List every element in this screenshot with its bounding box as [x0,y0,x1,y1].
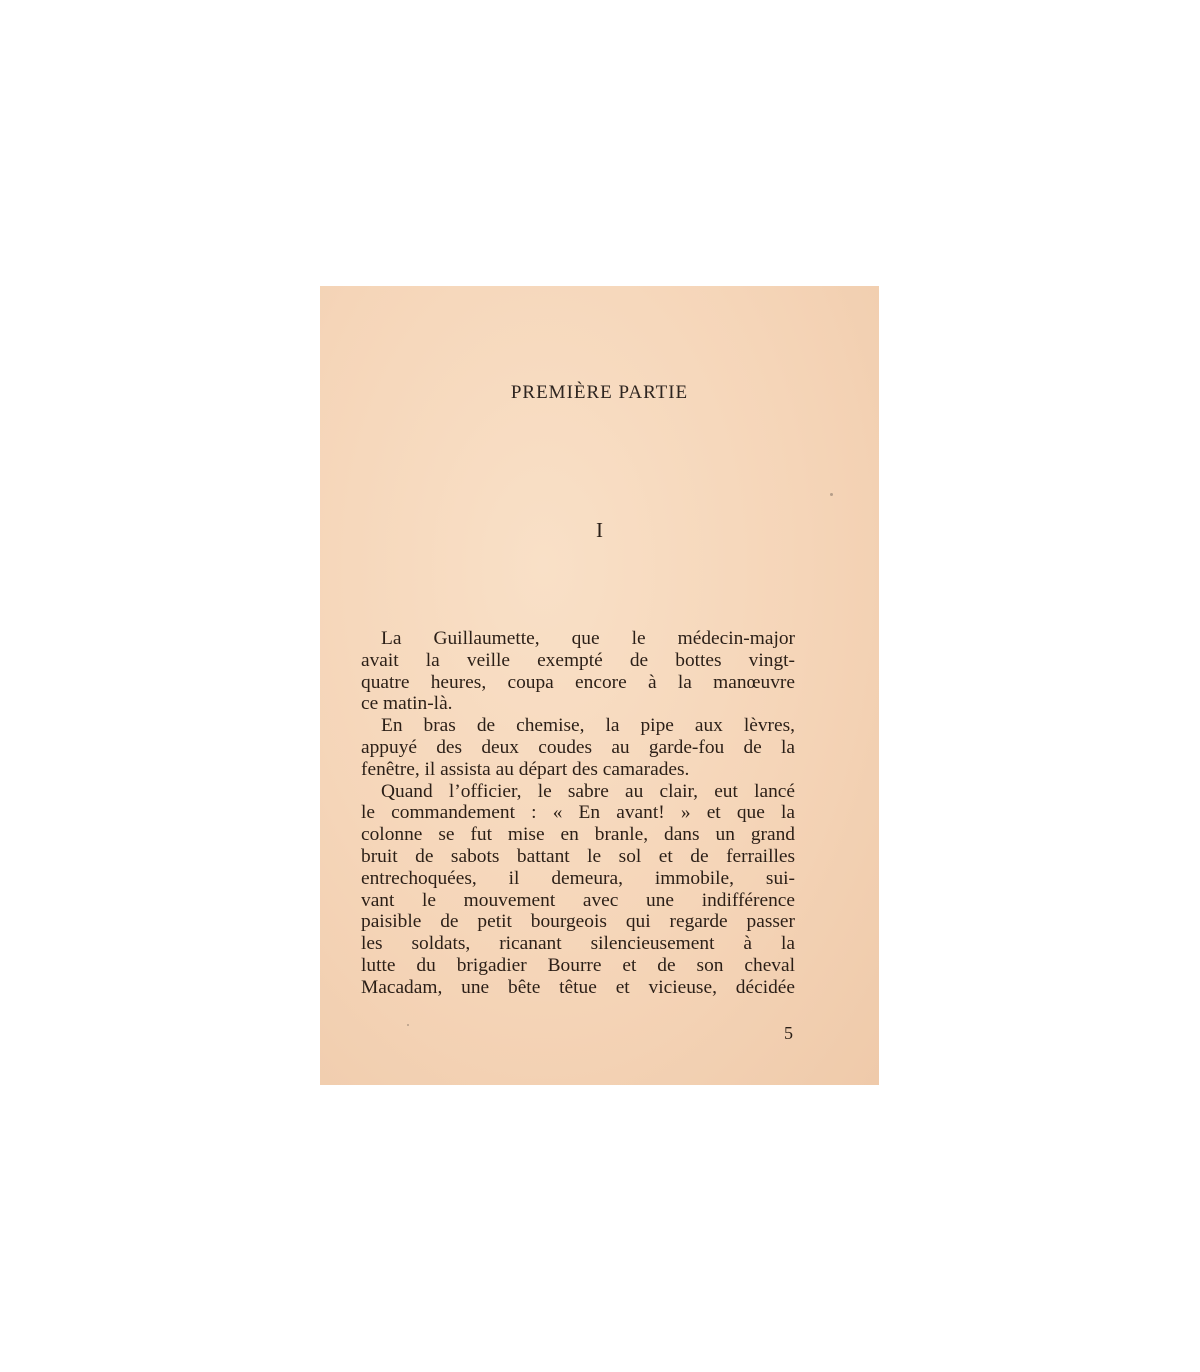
part-title: PREMIÈRE PARTIE [510,382,689,403]
text-line: ce matin-là. [361,693,453,715]
book-page [320,286,879,1085]
text-line: appuyé des deux coudes au garde-fou de la [361,736,795,758]
text-line: entrechoquées, il demeura, immobile, sui- [361,867,795,889]
text-line: Macadam, une bête têtue et vicieuse, décidée [361,976,795,998]
text-line: vant le mouvement avec une indifférence [361,889,795,911]
text-line: Quand l’officier, le sabre au clair, eut lancé [381,780,795,802]
body-text [361,628,795,999]
text-line: avait la veille exempté de bottes vingt- [361,649,795,671]
page-number: 5 [784,1023,793,1043]
text-line: En bras de chemise, la pipe aux lèvres, [381,715,795,737]
paper-speck [830,493,833,496]
text-line: colonne se fut mise en branle, dans un grand [361,824,795,846]
chapter-number: I [596,518,603,542]
paper-speck [407,1024,409,1026]
text-line: les soldats, ricanant silencieusement à la [361,933,795,955]
text-line: le commandement : « En avant! » et que la [361,802,795,824]
text-line: lutte du brigadier Bourre et de son cheval [361,954,795,976]
text-line: quatre heures, coupa encore à la manœuvre [361,671,795,693]
text-line: bruit de sabots battant le sol et de ferrailles [361,845,795,867]
text-line: La Guillaumette, que le médecin-major [381,628,795,649]
text-line: fenêtre, il assista au départ des camarades. [361,758,690,780]
text-line: paisible de petit bourgeois qui regarde passer [361,911,795,933]
